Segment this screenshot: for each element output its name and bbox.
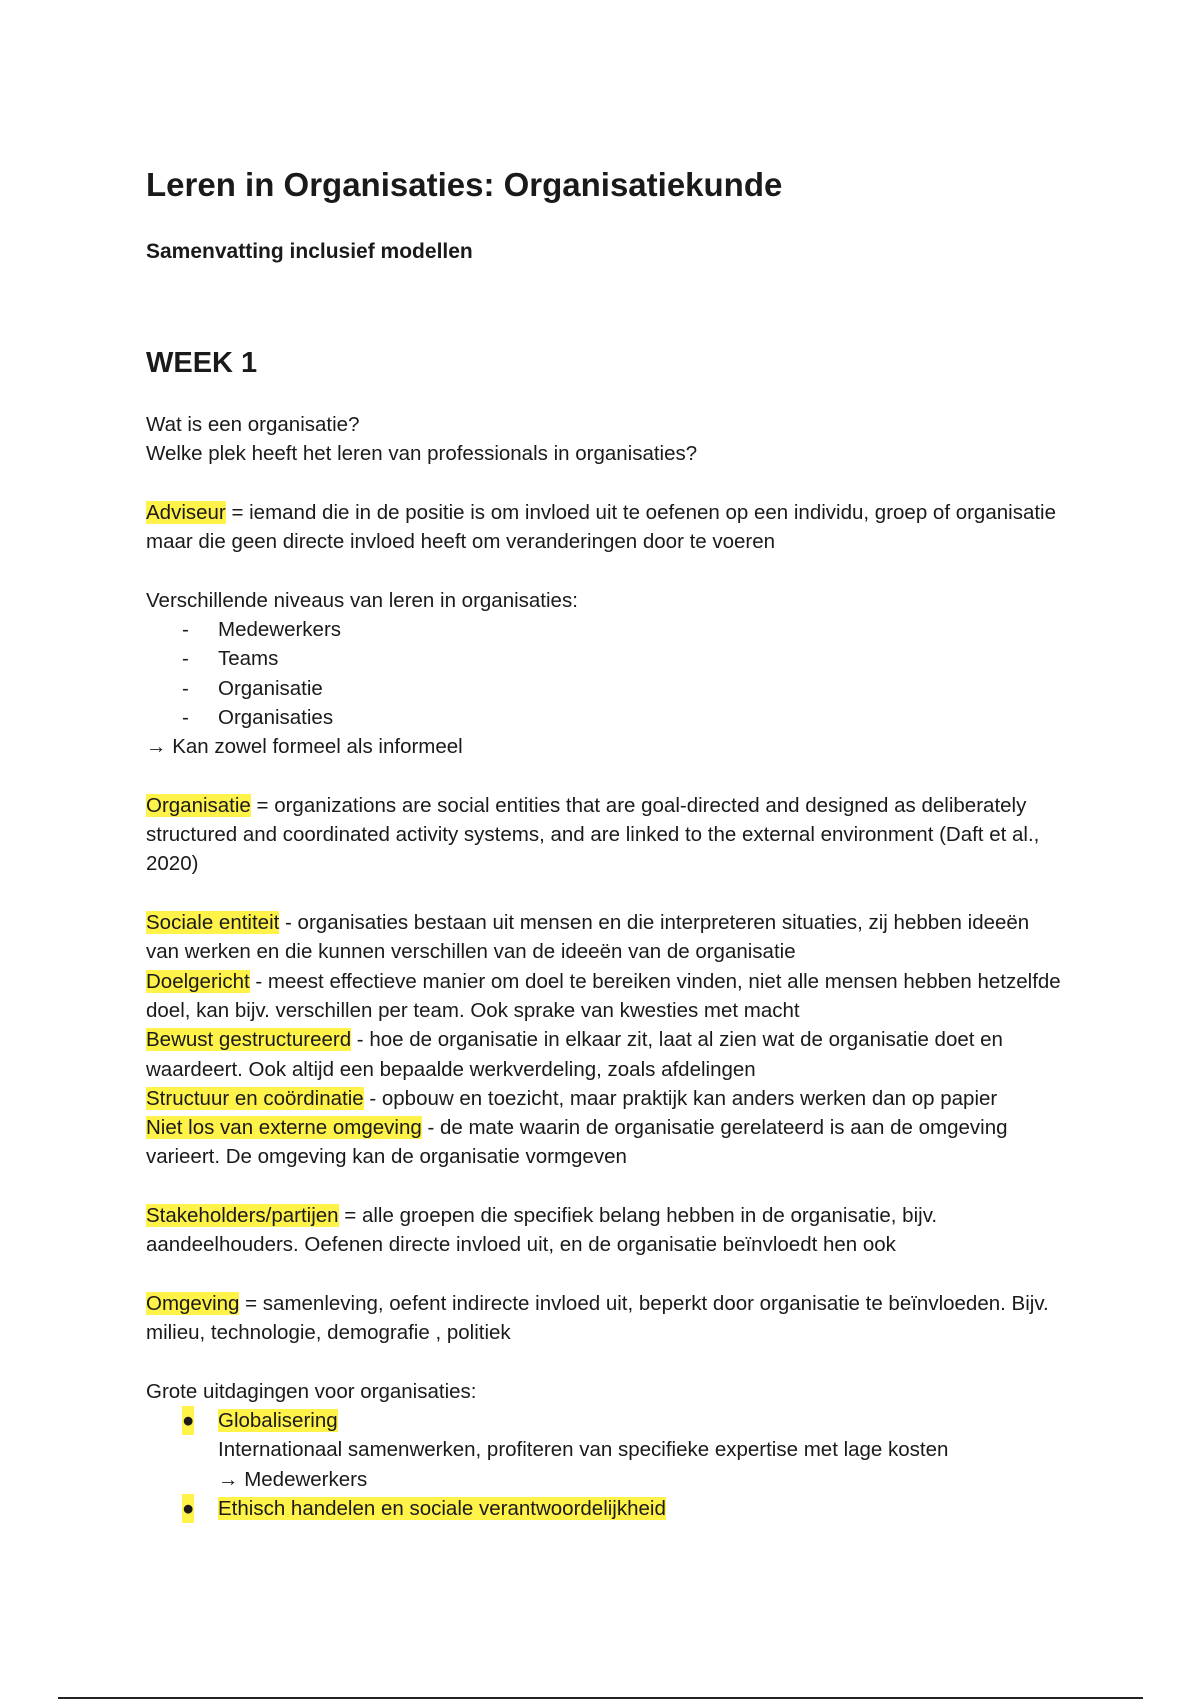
kenmerk-externe-omgeving [146,1113,1066,1172]
definition-text: = alle groepen die specifiek belang hebben in de organisatie, bijv. aandeelhouders. Oefenen directe invloed uit, en de organisatie beïnvloedt hen ook [146,1204,938,1257]
list-item [146,674,1066,703]
uitdagingen-list [146,1406,1066,1435]
globalisering-note: → Medewerkers [218,1467,368,1491]
week-heading: WEEK 1 [146,347,258,379]
definition-text: - meest effectieve manier om doel te bereiken vinden, niet alle mensen hebben hetzelfde doel, kan bijv. verschillen per team. Ook sprake van kwesties met macht [146,969,1061,1022]
list-item-label: Organisaties [218,705,334,729]
uitdagingen-list-continued [146,1494,1066,1523]
definition-adviseur [146,498,1066,557]
globalisering-detail: Internationaal samenwerken, profiteren van specifieke expertise met lage kosten [218,1438,949,1462]
list-item-label: Medewerkers [218,618,342,642]
niveaus-intro: Verschillende niveaus van leren in organisaties: [146,588,578,612]
list-item [146,703,1066,732]
highlighted-term: Doelgericht [146,969,250,993]
uitdagingen-intro: Grote uitdagingen voor organisaties: [146,1379,477,1403]
list-item [146,644,1066,673]
page-bottom-rule [58,1697,1143,1699]
definition-organisatie [146,791,1066,879]
definition-stakeholders [146,1201,1066,1260]
highlighted-term: Omgeving [146,1291,240,1315]
definition-text: - opbouw en toezicht, maar praktijk kan anders werken dan op papier [363,1086,998,1110]
dash-marker: - [182,676,189,700]
definition-text: - hoe de organisatie in elkaar zit, laat al zien wat de organisatie doet en waardeert. Ook altijd een bepaalde werkverdeling, zoals afdelingen [146,1028,1003,1081]
highlighted-term: Stakeholders/partijen [146,1204,339,1228]
dash-marker: - [182,705,189,729]
bullet-marker: ● [182,1494,194,1523]
definition-text: - de mate waarin de organisatie gerelateerd is aan de omgeving varieert. De omgeving kan de organisatie vormgeven [146,1116,1008,1169]
dash-marker: - [182,647,189,671]
definition-text: - organisaties bestaan uit mensen en die interpreteren situaties, zij hebben ideeën van werken en die kunnen verschillen van de ideeën van de organisatie [146,911,1030,964]
list-item-label: Organisatie [218,676,323,700]
definition-omgeving [146,1289,1066,1348]
highlighted-term: Organisatie [146,793,251,817]
highlighted-term: Sociale entiteit [146,911,280,935]
list-item [146,615,1066,644]
definition-text: = samenleving, oefent indirecte invloed uit, beperkt door organisatie te beïnvloeden. Bijv. milieu, technologie, demografie , politiek [146,1291,1049,1345]
niveaus-list [146,615,1066,732]
kenmerk-sociale-entiteit [146,908,1066,967]
kenmerk-bewust-gestructureerd [146,1025,1066,1084]
list-item-label: Teams [218,647,279,671]
list-item [146,1494,1066,1523]
highlighted-term: Adviseur [146,500,226,524]
document-body [146,410,1066,1523]
list-item [146,1406,1066,1435]
document-subtitle: Samenvatting inclusief modellen [146,240,473,263]
kenmerk-doelgericht [146,967,1066,1026]
dash-marker: - [182,618,189,642]
kenmerk-structuur-coordinatie [146,1084,1066,1113]
definition-text: = organizations are social entities that are goal-directed and designed as deliberately structured and coordinated activity systems, and are linked to the external environment (Daft et al., 2020) [146,793,1040,876]
list-item-label: Globalisering [218,1409,338,1433]
highlighted-term: Niet los van externe omgeving [146,1116,422,1140]
bullet-marker: ● [182,1406,194,1435]
document-title: Leren in Organisaties: Organisatiekunde [146,166,783,203]
list-item-label: Ethisch handelen en sociale verantwoordelijkheid [218,1496,666,1520]
definition-text: = iemand die in de positie is om invloed uit te oefenen op een individu, groep of organisatie maar die geen directe invloed heeft om veranderingen door te voeren [146,500,1056,554]
highlighted-term: Structuur en coördinatie [146,1086,364,1110]
question-1: Wat is een organisatie? [146,413,360,436]
highlighted-term: Bewust gestructureerd [146,1028,352,1052]
question-2: Welke plek heeft het leren van professionals in organisaties? [146,442,698,466]
niveaus-note: → Kan zowel formeel als informeel [146,735,463,759]
